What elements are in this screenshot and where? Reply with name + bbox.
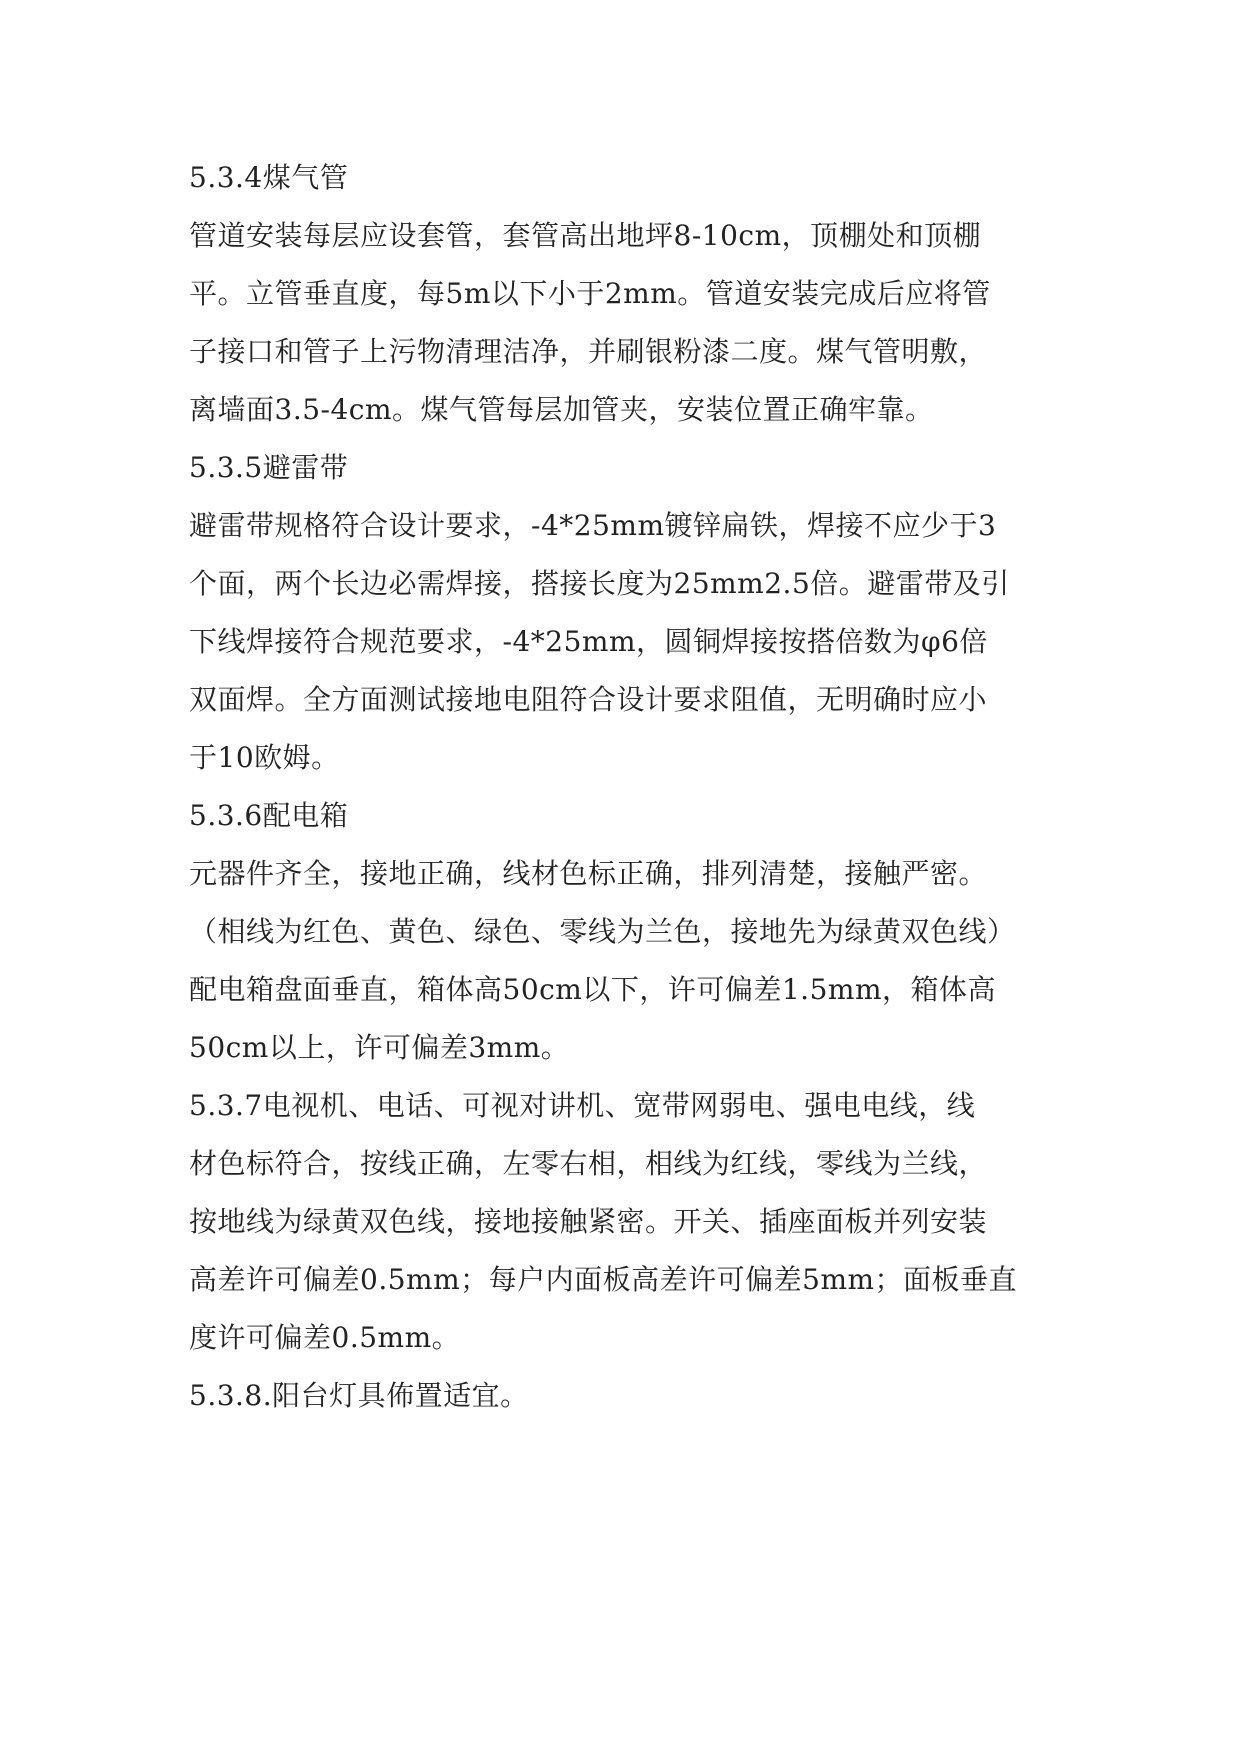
section-heading-5-3-4: 5.3.4煤气管 (189, 161, 349, 194)
paragraph-line: 50cm以上，许可偏差3mm。 (189, 1031, 570, 1064)
paragraph-line: 于10欧姆。 (189, 741, 340, 774)
paragraph-line: 度许可偏差0.5mm。 (189, 1321, 461, 1354)
paragraph-line: 管道安装每层应设套管，套管高出地坪8-10cm，顶棚处和顶棚 (189, 219, 982, 252)
paragraph-line: 双面焊。全方面测试接地电阻符合设计要求阻值，无明确时应小 (189, 683, 988, 716)
section-heading-5-3-6: 5.3.6配电箱 (189, 799, 349, 832)
paragraph-line: （相线为红色、黄色、绿色、零线为兰色，接地先为绿黄双色线） (189, 915, 1016, 948)
paragraph-line: 子接口和管子上污物清理洁净，并刷银粉漆二度。煤气管明敷， (189, 335, 988, 368)
paragraph-line: 个面，两个长边必需焊接，搭接长度为25mm2.5倍。避雷带及引 (189, 567, 1010, 600)
paragraph-line: 配电箱盘面垂直，箱体高50cm以下，许可偏差1.5mm，箱体高 (189, 973, 996, 1006)
paragraph-line: 避雷带规格符合设计要求，-4*25mm镀锌扁铁，焊接不应少于3 (189, 509, 997, 542)
section-heading-5-3-7: 5.3.7电视机、电话、可视对讲机、宽带网弱电、强电电线，线 (189, 1089, 976, 1122)
section-heading-5-3-8: 5.3.8.阳台灯具佈置适宜。 (189, 1379, 529, 1412)
paragraph-line: 平。立管垂直度，每5m以下小于2mm。管道安装完成后应将管 (189, 277, 991, 310)
section-heading-5-3-5: 5.3.5避雷带 (189, 451, 349, 484)
paragraph-line: 下线焊接符合规范要求，-4*25mm，圆铜焊接按搭倍数为φ6倍 (189, 625, 988, 658)
paragraph-line: 元器件齐全，接地正确，线材色标正确，排列清楚，接触严密。 (189, 857, 988, 890)
paragraph-line: 按地线为绿黄双色线，接地接触紧密。开关、插座面板并列安装 (189, 1205, 988, 1238)
paragraph-line: 材色标符合，按线正确，左零右相，相线为红线，零线为兰线， (189, 1147, 988, 1180)
paragraph-line: 高差许可偏差0.5mm；每户内面板高差许可偏差5mm；面板垂直 (189, 1263, 1018, 1296)
paragraph-line: 离墙面3.5-4cm。煤气管每层加管夹，安装位置正确牢靠。 (189, 393, 934, 426)
